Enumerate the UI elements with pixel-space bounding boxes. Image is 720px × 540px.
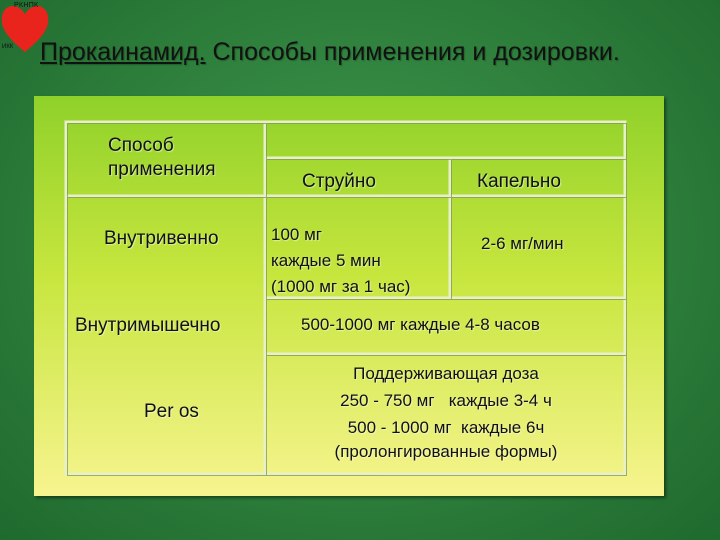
iv-drip-dose: 2-6 мг/мин — [481, 234, 564, 253]
header-drip: Капельно — [477, 171, 561, 192]
header-bolus: Струйно — [302, 171, 376, 192]
title-subtitle: Способы применения и дозировки. — [205, 38, 620, 66]
logo-text-bottom: ИКК — [2, 44, 14, 50]
iv-bolus-line: (1000 мг за 1 час) — [271, 277, 411, 296]
route-intramuscular: Внутримышечно — [75, 315, 221, 336]
po-dose — [268, 360, 624, 463]
header-method: Способ применения — [108, 135, 216, 180]
iv-bolus-line: 100 мг — [271, 225, 322, 244]
logo-text-top: РКНПК — [14, 2, 39, 9]
po-dose-line: 500 - 1000 мг каждые 6ч — [347, 418, 545, 437]
route-per-os: Per os — [144, 401, 199, 422]
route-intravenous: Внутривенно — [104, 228, 219, 249]
po-dose-line: (пролонгированные формы) — [334, 442, 558, 461]
iv-bolus-line: каждые 5 мин — [271, 251, 381, 270]
po-dose-line: Поддерживающая доза — [353, 364, 539, 383]
po-dose-line: 250 - 750 мг каждые 3-4 ч — [340, 391, 552, 410]
im-dose: 500-1000 мг каждые 4-8 часов — [301, 315, 540, 334]
iv-bolus-dose — [271, 222, 410, 300]
title-drug-name: Прокаинамид. — [40, 38, 206, 66]
